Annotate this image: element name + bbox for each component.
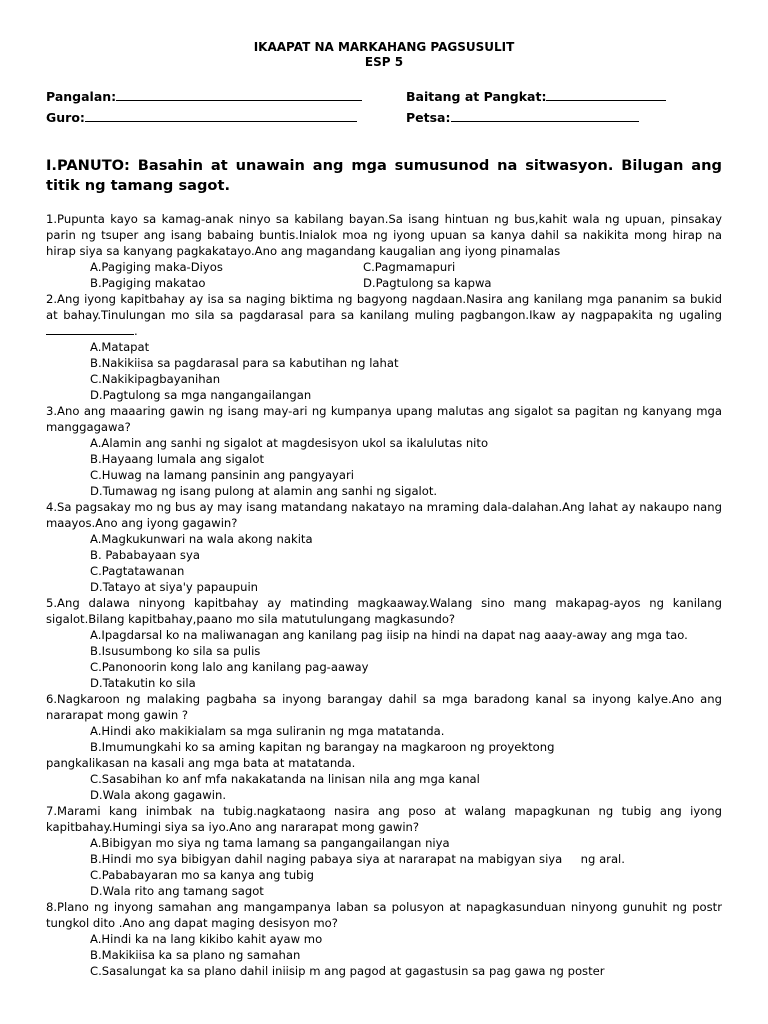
option-b[interactable]: B.Makikiisa ka sa plano ng samahan <box>90 948 301 962</box>
option-c[interactable]: C.Nakikipagbayanihan <box>90 372 221 386</box>
option-b[interactable]: B. Pababayaan sya <box>90 548 200 562</box>
option-c[interactable]: C.Pababayaran mo sa kanya ang tubig <box>90 868 315 882</box>
option-c[interactable]: C.Huwag na lamang pansinin ang pangyayari <box>90 468 354 482</box>
question-text: 4.Sa pagsakay mo ng bus ay may isang matandang nakatayo na mraming dala-dalahan.Ang lahat ay nakaupo nang maayos.Ano ang iyong gagawin? <box>46 500 722 530</box>
exam-subject: ESP 5 <box>364 55 404 69</box>
question-4 <box>46 499 722 595</box>
option-b-continued[interactable]: pangkalikasan na kasali ang mga bata at matatanda. <box>46 756 356 770</box>
instructions: I.PANUTO: Basahin at unawain ang mga sumusunod na sitwasyon. Bilugan ang titik ng tamang sagot. <box>46 157 722 194</box>
question-text-end: . <box>134 324 138 338</box>
option-b[interactable]: B.Imumungkahi ko sa aming kapitan ng barangay na magkaroon ng proyektong <box>90 740 555 754</box>
question-text: 8.Plano ng inyong samahan ang mangampanya laban sa polusyon at napagkasunduan ninyong gunuhit ng postr tungkol dito .Ano ang dapat maging desisyon mo? <box>46 900 722 930</box>
question-7 <box>46 803 722 899</box>
answer-blank[interactable] <box>46 324 134 335</box>
option-a[interactable]: A.Ipagdarsal ko na maliwanagan ang kanilang pag iisip na hindi na dapat nag aaay-away ang mga tao. <box>90 628 688 642</box>
option-d[interactable]: D.Tatakutin ko sila <box>90 676 196 690</box>
options-grid <box>46 259 722 291</box>
teacher-field[interactable] <box>46 110 357 125</box>
teacher-blank[interactable] <box>85 110 357 122</box>
option-c[interactable]: C.Sasalungat ka sa plano dahil iniisip m ang pagod at gagastusin sa pag gawa ng poster <box>90 964 605 978</box>
question-list <box>46 211 722 979</box>
option-c[interactable]: C.Pagtatawanan <box>90 564 185 578</box>
question-1 <box>46 211 722 291</box>
option-c[interactable]: C.Sasabihan ko anf mfa nakakatanda na linisan nila ang mga kanal <box>90 772 480 786</box>
option-a[interactable]: A.Bibigyan mo siya ng tama lamang sa pangangailangan niya <box>90 836 450 850</box>
option-c[interactable]: C.Panonoorin kong lalo ang kanilang pag-aaway <box>90 660 369 674</box>
option-b[interactable]: B.Pagiging makatao <box>90 276 206 290</box>
question-text: 7.Marami kang inimbak na tubig.nagkataong nasira ang poso at walang mapagkunan ng tubig ang iyong kapitbahay.Humingi siya sa iyo.Ano ang nararapat mong gawin? <box>46 804 722 834</box>
date-field[interactable] <box>406 110 639 125</box>
option-b[interactable]: B.Hindi mo sya bibigyan dahil naging pabaya siya at nararapat na mabigyan siya ng aral. <box>90 852 625 866</box>
grade-section-label: Baitang at Pangkat: <box>406 89 547 104</box>
question-5 <box>46 595 722 691</box>
question-text: 3.Ano ang maaaring gawin ng isang may-ari ng kumpanya upang malutas ang sigalot sa pagitan ng kanyang mga manggagawa? <box>46 404 722 434</box>
option-a[interactable]: A.Hindi ako makikialam sa mga suliranin ng mga matatanda. <box>90 724 445 738</box>
question-text-block <box>46 291 722 339</box>
grade-section-field[interactable] <box>406 89 666 104</box>
question-text: 2.Ang iyong kapitbahay ay isa sa naging biktima ng bagyong nagdaan.Nasira ang kanilang mga pananim sa bukid at bahay.Tinulungan mo sila sa pagdarasal para sa kanilang muling pagbangon.Ikaw ay nagpapakita ng ugaling <box>46 292 722 322</box>
option-b[interactable]: B.Nakikiisa sa pagdarasal para sa kabutihan ng lahat <box>90 356 399 370</box>
teacher-label: Guro: <box>46 110 85 125</box>
question-8 <box>46 899 722 979</box>
question-text: 5.Ang dalawa ninyong kapitbahay ay matinding magkaaway.Walang sino mang makapag-ayos ng kanilang sigalot.Bilang kapitbahay,paano mo sila matutulungang magkasundo? <box>46 596 722 626</box>
option-a[interactable]: A.Matapat <box>90 340 150 354</box>
grade-section-blank[interactable] <box>546 89 666 101</box>
option-d[interactable]: D.Pagtulong sa kapwa <box>363 276 492 290</box>
exam-title: IKAAPAT NA MARKAHANG PAGSUSULIT <box>253 40 515 54</box>
question-text: 6.Nagkaroon ng malaking pagbaha sa inyong barangay dahil sa mga baradong kanal sa inyong kalye.Ano ang nararapat mong gawin ? <box>46 692 722 722</box>
option-a[interactable]: A.Pagiging maka-Diyos <box>90 260 223 274</box>
option-b[interactable]: B.Isusumbong ko sila sa pulis <box>90 644 261 658</box>
name-label: Pangalan: <box>46 89 117 104</box>
question-text: 1.Pupunta kayo sa kamag-anak ninyo sa kabilang bayan.Sa isang hintuan ng bus,kahit wala ng upuan, pinsakay parin ng tsuper ang isang babaing buntis.Inialok moa ng iyong upuan sa kanya dahil sa nakikita mong hirap na hirap siya sa kanyang pagkakatayo.Ano ang magandang kaugalian ang iyong pinamalas <box>46 212 722 258</box>
option-c[interactable]: C.Pagmamapuri <box>363 260 456 274</box>
option-d[interactable]: D.Tumawag ng isang pulong at alamin ang sanhi ng sigalot. <box>90 484 438 498</box>
option-a[interactable]: A.Alamin ang sanhi ng sigalot at magdesisyon ukol sa ikalulutas nito <box>90 436 489 450</box>
question-3 <box>46 403 722 499</box>
option-d[interactable]: D.Tatayo at siya'y papaupuin <box>90 580 259 594</box>
name-field[interactable] <box>46 89 362 104</box>
question-2 <box>46 291 722 403</box>
name-blank[interactable] <box>116 89 362 101</box>
option-a[interactable]: A.Magkukunwari na wala akong nakita <box>90 532 313 546</box>
option-d[interactable]: D.Wala akong gagawin. <box>90 788 227 802</box>
date-label: Petsa: <box>406 110 451 125</box>
option-a[interactable]: A.Hindi ka na lang kikibo kahit ayaw mo <box>90 932 323 946</box>
option-d[interactable]: D.Pagtulong sa mga nangangailangan <box>90 388 312 402</box>
question-6 <box>46 691 722 803</box>
option-b[interactable]: B.Hayaang lumala ang sigalot <box>90 452 264 466</box>
date-blank[interactable] <box>451 110 639 122</box>
option-d[interactable]: D.Wala rito ang tamang sagot <box>90 884 264 898</box>
